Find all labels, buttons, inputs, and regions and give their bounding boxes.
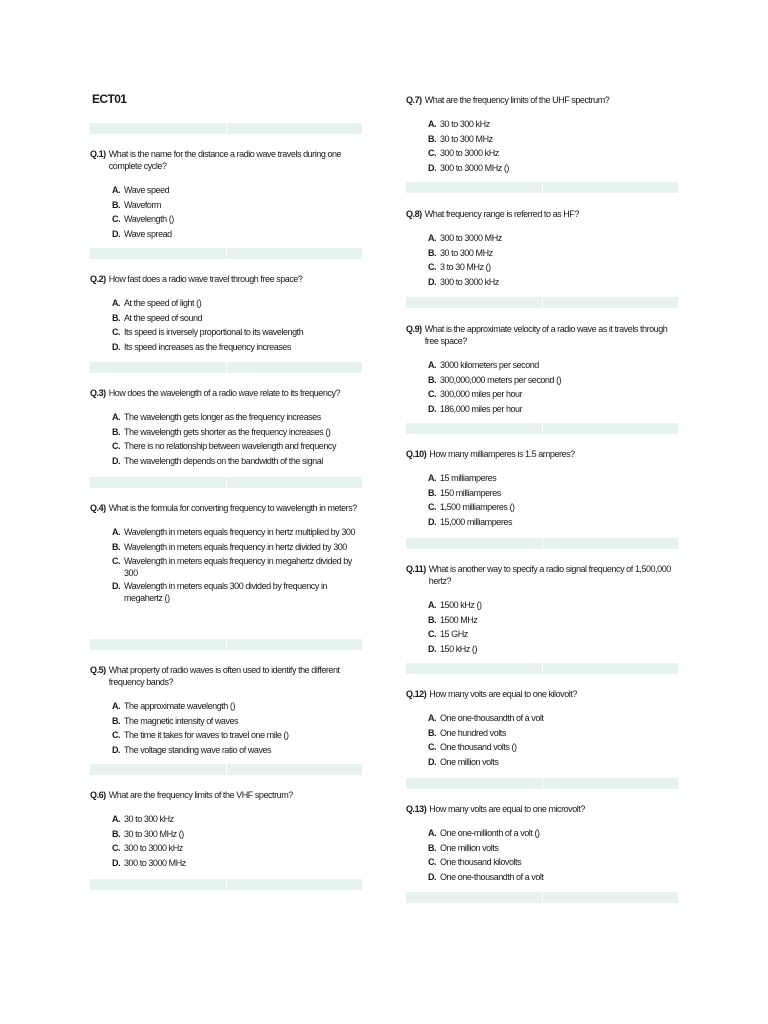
- option-letter: A.: [428, 828, 437, 838]
- question-text: What frequency range is referred to as HF?: [424, 209, 579, 219]
- answer-option: [112, 812, 362, 827]
- option-text: 186,000 miles per hour: [440, 403, 523, 414]
- option-letter: A.: [112, 701, 121, 711]
- option-text: 300 to 3000 MHz (): [440, 162, 509, 173]
- option-letter: D.: [112, 341, 121, 352]
- separator-band: [406, 182, 678, 193]
- option-letter: A.: [428, 233, 437, 243]
- option-letter: C.: [428, 629, 437, 640]
- separator-band: [406, 423, 678, 434]
- option-letter: C.: [428, 857, 437, 868]
- option-letter: D.: [428, 162, 437, 173]
- option-text: One million volts: [440, 842, 499, 853]
- answer-option: [112, 525, 362, 540]
- option-text: 30 to 300 MHz: [440, 247, 493, 258]
- answer-option: [428, 598, 678, 613]
- separator-band: [406, 892, 678, 903]
- option-text: Wavelength in meters equals frequency in megahertz divided by 300: [124, 556, 352, 579]
- answer-option: [112, 841, 362, 856]
- option-letter: C.: [428, 742, 437, 753]
- option-letter: B.: [112, 312, 121, 323]
- answer-option: [428, 275, 678, 290]
- question-text: What is another way to specify a radio signal frequency of 1,500,000 hertz?: [428, 564, 671, 586]
- option-text: At the speed of sound: [124, 312, 203, 323]
- option-letter: A.: [428, 360, 437, 370]
- option-letter: C.: [112, 556, 121, 567]
- option-text: One one-thousandth of a volt: [440, 713, 544, 723]
- option-text: 30 to 300 MHz (): [124, 828, 184, 839]
- question-number: Q.1): [90, 149, 106, 159]
- question-prompt: [406, 323, 678, 347]
- question-prompt: [90, 273, 362, 285]
- answer-option: [112, 579, 362, 604]
- option-text: The time it takes for waves to travel one mile (): [124, 730, 289, 741]
- question-prompt: [90, 664, 362, 688]
- answer-option: [428, 132, 678, 147]
- question-text: What is the formula for converting frequency to wavelength in meters?: [108, 503, 357, 513]
- question-block: [90, 789, 362, 870]
- answer-options: [406, 598, 678, 656]
- option-text: One thousand kilovolts: [440, 857, 522, 868]
- question-number: Q.8): [406, 209, 422, 219]
- option-letter: C.: [428, 262, 437, 273]
- option-letter: C.: [112, 843, 121, 854]
- option-text: There is no relationship between wavelength and frequency: [124, 441, 337, 452]
- option-letter: A.: [112, 298, 121, 308]
- answer-option: [428, 373, 678, 388]
- question-block: [90, 148, 362, 241]
- answer-option: [428, 146, 678, 161]
- option-text: Its speed increases as the frequency increases: [124, 341, 291, 352]
- option-text: 300 to 3000 MHz: [124, 857, 186, 868]
- separator-band: [90, 123, 362, 134]
- option-letter: A.: [112, 412, 121, 422]
- option-letter: C.: [112, 327, 121, 338]
- answer-option: [112, 227, 362, 242]
- answer-option: [428, 515, 678, 530]
- option-letter: B.: [112, 541, 121, 552]
- option-text: Wave spread: [124, 228, 172, 239]
- separator-band: [406, 663, 678, 674]
- answer-option: [428, 755, 678, 770]
- separator-band: [90, 764, 362, 775]
- question-number: Q.11): [406, 564, 426, 574]
- answer-option: [428, 471, 678, 486]
- option-letter: B.: [428, 374, 437, 385]
- question-block: [406, 563, 678, 656]
- question-number: Q.13): [406, 804, 427, 814]
- option-letter: D.: [112, 744, 121, 755]
- option-text: 300 to 3000 kHz: [124, 843, 183, 854]
- answer-option: [428, 402, 678, 417]
- answer-option: [112, 827, 362, 842]
- question-number: Q.7): [406, 95, 422, 105]
- question-block: [90, 502, 362, 604]
- question-text: How many volts are equal to one microvolt?: [429, 804, 585, 814]
- option-letter: C.: [428, 389, 437, 400]
- question-prompt: [406, 208, 678, 220]
- option-text: One one-millionth of a volt (): [440, 828, 540, 838]
- question-text: How fast does a radio wave travel through free space?: [108, 274, 303, 284]
- option-letter: C.: [112, 214, 121, 225]
- question-prompt: [406, 563, 678, 587]
- question-block: [406, 803, 678, 884]
- question-block: [90, 273, 362, 354]
- question-text: What is the approximate velocity of a radio wave as it travels through free space?: [424, 324, 668, 346]
- option-text: 30 to 300 kHz: [440, 119, 490, 129]
- separator-band: [90, 248, 362, 259]
- answer-options: [90, 183, 362, 241]
- option-letter: A.: [428, 600, 437, 610]
- option-letter: D.: [112, 581, 121, 592]
- answer-option: [428, 500, 678, 515]
- option-text: One million volts: [440, 756, 499, 767]
- answer-option: [428, 358, 678, 373]
- question-text: How does the wavelength of a radio wave relate to its frequency?: [108, 388, 341, 398]
- question-text: What is the name for the distance a radio wave travels during one complete cycle?: [108, 149, 342, 171]
- option-letter: D.: [428, 756, 437, 767]
- question-prompt: [90, 789, 362, 801]
- answer-options: [90, 410, 362, 468]
- answer-option: [112, 410, 362, 425]
- answer-option: [428, 740, 678, 755]
- option-text: 300,000,000 meters per second (): [440, 374, 562, 385]
- option-text: 30 to 300 kHz: [124, 814, 174, 824]
- answer-option: [112, 540, 362, 555]
- option-letter: B.: [428, 842, 437, 853]
- option-letter: C.: [112, 730, 121, 741]
- answer-option: [428, 117, 678, 132]
- answer-options: [406, 826, 678, 884]
- option-letter: D.: [112, 857, 121, 868]
- separator-band: [90, 879, 362, 890]
- option-letter: A.: [112, 527, 121, 537]
- question-block: [406, 448, 678, 529]
- question-block: [406, 208, 678, 289]
- answer-option: [112, 554, 362, 579]
- answer-option: [112, 699, 362, 714]
- question-text: What property of radio waves is often used to identify the different frequency bands?: [108, 665, 340, 687]
- option-text: 1,500 milliamperes (): [440, 502, 515, 513]
- question-block: [406, 688, 678, 769]
- answer-option: [428, 246, 678, 261]
- answer-option: [428, 627, 678, 642]
- option-text: 3000 kilometers per second: [440, 360, 539, 370]
- option-text: 3 to 30 MHz (): [440, 262, 491, 273]
- option-text: 15 GHz: [440, 629, 468, 640]
- option-letter: A.: [428, 119, 437, 129]
- option-text: 30 to 300 MHz: [440, 133, 493, 144]
- question-number: Q.5): [90, 665, 106, 675]
- option-text: 150 kHz (): [440, 643, 478, 654]
- option-letter: C.: [112, 441, 121, 452]
- answer-option: [112, 325, 362, 340]
- answer-option: [428, 387, 678, 402]
- option-letter: B.: [428, 247, 437, 258]
- option-text: Wave speed: [124, 185, 170, 195]
- answer-options: [406, 231, 678, 289]
- answer-option: [112, 198, 362, 213]
- option-text: One one-thousandth of a volt: [440, 871, 544, 882]
- option-text: 1500 kHz (): [440, 600, 482, 610]
- option-letter: B.: [112, 828, 121, 839]
- option-letter: B.: [112, 199, 121, 210]
- option-text: 15,000 milliamperes: [440, 516, 512, 527]
- question-prompt: [90, 387, 362, 399]
- option-text: 300 to 3000 MHz: [440, 233, 502, 243]
- question-block: [406, 323, 678, 416]
- question-prompt: [406, 688, 678, 700]
- option-letter: B.: [428, 614, 437, 625]
- answer-option: [112, 425, 362, 440]
- option-letter: D.: [428, 403, 437, 414]
- option-text: 1500 MHz: [440, 614, 478, 625]
- answer-option: [428, 870, 678, 885]
- question-prompt: [406, 803, 678, 815]
- answer-option: [428, 231, 678, 246]
- answer-option: [112, 183, 362, 198]
- option-letter: B.: [112, 426, 121, 437]
- separator-band: [90, 639, 362, 650]
- answer-option: [428, 486, 678, 501]
- question-number: Q.4): [90, 503, 106, 513]
- option-letter: C.: [428, 148, 437, 159]
- answer-option: [428, 613, 678, 628]
- option-text: The approximate wavelength (): [124, 701, 236, 711]
- answer-option: [112, 439, 362, 454]
- question-number: Q.10): [406, 449, 427, 459]
- answer-option: [112, 212, 362, 227]
- answer-option: [428, 161, 678, 176]
- option-text: The voltage standing wave ratio of waves: [124, 744, 272, 755]
- question-prompt: [90, 502, 362, 514]
- option-letter: A.: [112, 814, 121, 824]
- option-text: Wavelength (): [124, 214, 174, 225]
- option-letter: B.: [428, 727, 437, 738]
- option-text: Wavelength in meters equals frequency in hertz divided by 300: [124, 541, 347, 552]
- answer-option: [112, 714, 362, 729]
- answer-options: [406, 471, 678, 529]
- option-text: 150 milliamperes: [440, 487, 501, 498]
- option-text: Its speed is inversely proportional to its wavelength: [124, 327, 304, 338]
- answer-options: [406, 711, 678, 769]
- answer-options: [90, 699, 362, 757]
- answer-option: [428, 726, 678, 741]
- answer-option: [112, 743, 362, 758]
- separator-band: [406, 297, 678, 308]
- option-letter: D.: [428, 871, 437, 882]
- option-letter: B.: [428, 133, 437, 144]
- question-number: Q.12): [406, 689, 427, 699]
- answer-option: [112, 856, 362, 871]
- answer-option: [112, 311, 362, 326]
- answer-option: [428, 841, 678, 856]
- answer-options: [406, 117, 678, 175]
- answer-option: [428, 711, 678, 726]
- question-number: Q.6): [90, 790, 106, 800]
- option-letter: D.: [112, 455, 121, 466]
- option-letter: B.: [428, 487, 437, 498]
- option-text: One hundred volts: [440, 727, 506, 738]
- question-text: How many volts are equal to one kilovolt?: [429, 689, 577, 699]
- question-text: What are the frequency limits of the UHF spectrum?: [424, 95, 610, 105]
- answer-options: [90, 296, 362, 354]
- option-text: At the speed of light (): [124, 298, 202, 308]
- answer-option: [112, 728, 362, 743]
- option-text: The magnetic intensity of waves: [124, 715, 239, 726]
- option-letter: B.: [112, 715, 121, 726]
- option-text: The wavelength gets longer as the frequency increases: [124, 412, 321, 422]
- answer-option: [112, 296, 362, 311]
- separator-band: [406, 778, 678, 789]
- question-prompt: [90, 148, 362, 172]
- answer-option: [112, 340, 362, 355]
- option-text: Wavelength in meters equals 300 divided by frequency in megahertz (): [124, 581, 328, 604]
- option-letter: D.: [428, 516, 437, 527]
- question-prompt: [406, 448, 678, 460]
- document-title: ECT01: [92, 92, 127, 106]
- answer-option: [428, 642, 678, 657]
- question-number: Q.3): [90, 388, 106, 398]
- question-number: Q.2): [90, 274, 106, 284]
- option-text: Waveform: [124, 199, 162, 210]
- option-text: Wavelength in meters equals frequency in hertz multiplied by 300: [124, 527, 356, 537]
- separator-band: [90, 362, 362, 373]
- answer-options: [90, 812, 362, 870]
- option-text: 300 to 3000 kHz: [440, 276, 499, 287]
- answer-option: [428, 826, 678, 841]
- answer-options: [90, 525, 362, 604]
- question-block: [406, 94, 678, 175]
- question-text: How many milliamperes is 1.5 amperes?: [429, 449, 575, 459]
- answer-option: [428, 855, 678, 870]
- option-text: One thousand volts (): [440, 742, 517, 753]
- option-text: 15 milliamperes: [440, 473, 497, 483]
- option-letter: D.: [428, 276, 437, 287]
- question-number: Q.9): [406, 324, 422, 334]
- option-letter: D.: [112, 228, 121, 239]
- answer-option: [428, 260, 678, 275]
- separator-band: [406, 538, 678, 549]
- question-text: What are the frequency limits of the VHF spectrum?: [108, 790, 293, 800]
- question-block: [90, 387, 362, 468]
- question-block: [90, 664, 362, 757]
- option-text: 300,000 miles per hour: [440, 389, 523, 400]
- option-text: The wavelength depends on the bandwidth of the signal: [124, 455, 323, 466]
- answer-option: [112, 454, 362, 469]
- separator-band: [90, 477, 362, 488]
- option-letter: A.: [112, 185, 121, 195]
- answer-options: [406, 358, 678, 416]
- option-text: The wavelength gets shorter as the frequency increases (): [124, 426, 331, 437]
- option-letter: D.: [428, 643, 437, 654]
- option-letter: A.: [428, 713, 437, 723]
- question-prompt: [406, 94, 678, 106]
- option-letter: A.: [428, 473, 437, 483]
- option-text: 300 to 3000 kHz: [440, 148, 499, 159]
- option-letter: C.: [428, 502, 437, 513]
